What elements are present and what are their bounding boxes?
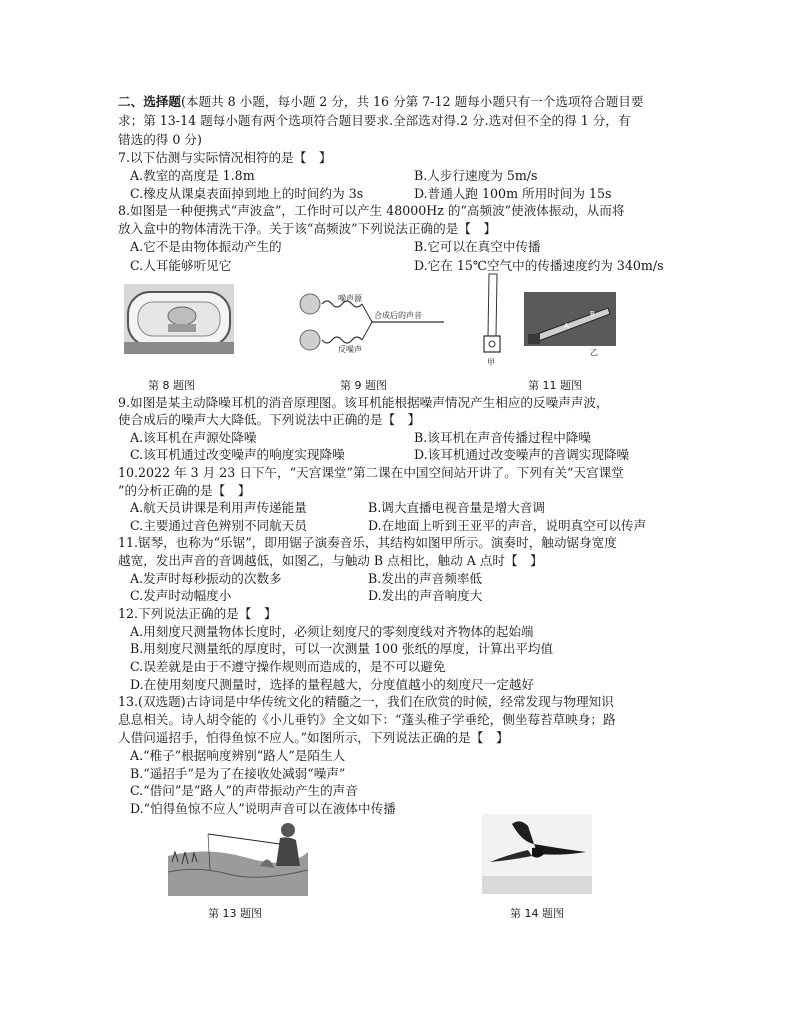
q12-stem: 12.下列说法正确的是【 】 [118, 606, 277, 621]
q7-option-c: C.橡皮从课桌表面掉到地上的时间约为 3s [130, 186, 364, 201]
q9-option-c: C.该耳机通过改变噪声的响度实现降噪 [130, 447, 345, 462]
q13-stem-2: 息息相关。诗人胡令能的《小儿垂钓》全文如下：“蓬头稚子学垂纶，侧坐莓苔草映身；路 [118, 712, 616, 727]
q11-option-d: D.发出的声音响度大 [368, 588, 483, 603]
q10-option-d: D.在地面上听到王亚平的声音，说明真空可以传声 [368, 518, 647, 533]
figure-11-label-b: B [590, 310, 595, 318]
q8-stem-2: 放入盒中的物体清洗干净。关于该“高频波”下列说法正确的是【 】 [118, 221, 497, 236]
q13-option-b: B.“遥招手”是为了在接收处减弱“噪声” [130, 766, 346, 781]
q10-stem-1: 10.2022 年 3 月 23 日下午，“天宫课堂”第二课在中国空间站开讲了。下列有关“天宫课堂 [118, 465, 624, 480]
q10-option-c: C.主要通过音色辨别不同航天员 [130, 518, 307, 533]
q12-option-c: C.误差就是由于不遵守操作规则而造成的，是不可以避免 [130, 659, 446, 674]
q12-option-a: A.用刻度尺测量物体长度时，必须让刻度尺的零刻度线对齐物体的起始端 [130, 624, 534, 639]
q11-stem-1: 11.锯琴，也称为“乐锯”，即用锯子演奏音乐，其结构如图甲所示。演奏时，触动锯身宽度 [118, 535, 617, 550]
q12-option-b: B.用刻度尺测量纸的厚度时，可以一次测量 100 张纸的厚度，计算出平均值 [130, 641, 554, 656]
figure-11-label-a: A [564, 322, 569, 330]
q9-option-b: B.该耳机在声音传播过程中降噪 [414, 430, 591, 445]
q9-stem-2: 使合成后的噪声大大降低。下列说法中正确的是【 】 [118, 412, 421, 427]
q7-stem: 7.以下估测与实际情况相符的是【 】 [118, 150, 332, 165]
figure-8-sonic-box-photo [124, 284, 234, 354]
section-intro-line-1 [118, 93, 643, 110]
q11-option-c: C.发声时动幅度小 [130, 588, 232, 603]
q8-option-c: C.人耳能够听见它 [130, 258, 232, 273]
q10-stem-2: ”的分析正确的是【 】 [118, 483, 251, 498]
figure-9-noise-cancel-diagram [298, 288, 448, 356]
figure-13-caption: 第 13 题图 [208, 907, 262, 920]
q8-option-d: D.它在 15℃空气中的传播速度约为 340m/s [414, 258, 664, 273]
q10-option-b: B.调大直播电视音量是增大音调 [368, 500, 545, 515]
q13-option-a: A.“稚子”根据响度辨别“路人”是陌生人 [130, 748, 346, 763]
q8-option-a: A.它不是由物体振动产生的 [130, 239, 282, 254]
q12-option-d: D.在使用刻度尺测量时，选择的量程越大，分度值越小的刻度尺一定越好 [130, 677, 535, 692]
q11-stem-2: 越宽，发出声音的音调越低，如图乙，与触动 B 点相比，触动 A 点时【 】 [118, 553, 543, 568]
figure-11-saw-diagram [476, 272, 506, 368]
q11-option-a: A.发声时每秒振动的次数多 [130, 571, 282, 586]
figure-9-caption: 第 9 题图 [340, 379, 387, 392]
figure-8-caption: 第 8 题图 [148, 379, 195, 392]
q9-option-a: A.该耳机在声源处降噪 [130, 430, 257, 445]
q10-option-a: A.航天员讲课是利用声传递能量 [130, 500, 307, 515]
figure-11-label-yi: 乙 [590, 348, 598, 356]
q7-option-a: A.教室的高度是 1.8m [130, 168, 255, 183]
q11-option-b: B.发出的声音频率低 [368, 571, 483, 586]
q8-stem-1: 8.如图是一种便携式“声波盒”，工作时可以产生 48000Hz 的“高频波”使液体振动，从而将 [118, 203, 625, 218]
q13-option-d: D.“怕得鱼惊不应人”说明声音可以在液体中传播 [130, 801, 396, 816]
q9-option-d: D.该耳机通过改变噪声的音调实现降噪 [414, 447, 630, 462]
q7-option-b: B.人步行速度为 5m/s [414, 168, 538, 183]
q13-stem-1: 13.(双选题)古诗词是中华传统文化的精髓之一，我们在欣赏的时候，经常发现与物理知识 [118, 694, 614, 709]
q9-stem-1: 9.如图是某主动降噪耳机的消音原理图。该耳机能根据噪声情况产生相应的反噪声声波， [118, 395, 609, 410]
q13-option-c: C.“借问”是“路人”的声带振动产生的声音 [130, 783, 358, 798]
figure-13-fishing-child-illustration [168, 816, 308, 896]
figure-9-label-combined: 合成后的声音 [374, 311, 422, 320]
figure-11-saw-photo [524, 292, 616, 356]
q7-option-d: D.普通人跑 100m 所用时间为 15s [414, 186, 612, 201]
figure-9-label-noise-source: 噪声源 [338, 294, 362, 303]
figure-11-label-jia: 甲 [487, 358, 495, 367]
section-intro-line-3: 错选的得 0 分) [118, 132, 202, 147]
section-title: 二、选择题 [118, 94, 181, 109]
figure-9-label-anti-noise: 反噪声 [338, 345, 362, 354]
section-intro-text-1: (本题共 8 小题，每小题 2 分，共 16 分第 7-12 题每小题只有一个选项符合题目要 [180, 94, 644, 109]
figure-14-eagle-photo [482, 814, 592, 894]
q13-stem-3: 人借问遥招手，怕得鱼惊不应人。”如图所示，下列说法正确的是【 】 [118, 730, 509, 745]
section-intro-line-2: 求；第 13-14 题每小题有两个选项符合题目要求.全部选对得.2 分.选对但不全的得 1 分，有 [118, 113, 631, 128]
q8-option-b: B.它可以在真空中传播 [414, 239, 541, 254]
figure-14-caption: 第 14 题图 [510, 907, 564, 920]
figure-11-caption: 第 11 题图 [528, 379, 582, 392]
